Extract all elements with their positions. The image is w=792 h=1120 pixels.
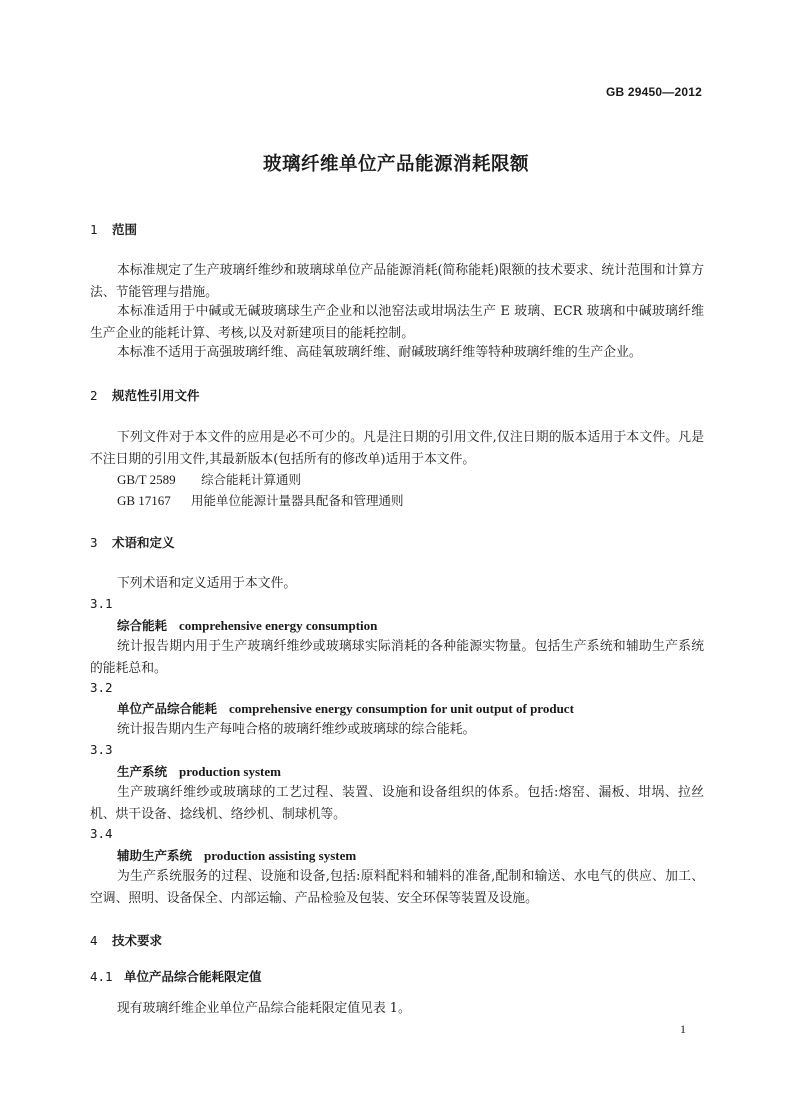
term-number: 3.2 xyxy=(90,680,113,695)
section-2-title: 规范性引用文件 xyxy=(112,388,200,403)
term-english: comprehensive energy consumption xyxy=(179,618,378,633)
reference-item xyxy=(117,491,404,509)
term-chinese: 辅助生产系统 xyxy=(117,848,193,863)
term-heading xyxy=(117,762,281,780)
reference-title: 用能单位能源计量器具配备和管理通则 xyxy=(191,493,404,508)
section-4-title: 技术要求 xyxy=(112,933,163,948)
term-english: comprehensive energy consumption for unit output of product xyxy=(229,701,574,716)
reference-code: GB/T 2589 xyxy=(117,472,176,487)
section-1-paragraph-3: 本标准不适用于高强玻璃纤维、高硅氧玻璃纤维、耐碱玻璃纤维等特种玻璃纤维的生产企业。 xyxy=(117,345,642,360)
subsection-4-1-text: 现有玻璃纤维企业单位产品综合能耗限定值见表 1。 xyxy=(117,1001,411,1016)
term-number: 3.3 xyxy=(90,742,113,757)
term-number: 3.4 xyxy=(90,826,113,841)
section-1-title: 范围 xyxy=(112,222,138,237)
section-4-number: 4 xyxy=(90,933,98,948)
term-heading xyxy=(117,616,377,634)
term-definition: 生产玻璃纤维纱或玻璃球的工艺过程、装置、设施和设备组织的体系。包括:熔窑、漏板、坩埚、拉丝机、烘干设备、捻线机、络纱机、制球机等。 xyxy=(90,785,704,822)
section-3-heading xyxy=(90,533,175,551)
term-english: production assisting system xyxy=(204,848,357,863)
subsection-4-1-title: 单位产品综合能耗限定值 xyxy=(124,969,262,984)
section-2-heading xyxy=(90,386,200,404)
section-1-heading xyxy=(90,220,137,238)
subsection-4-1-heading xyxy=(90,967,262,985)
section-3-number: 3 xyxy=(90,535,98,550)
standard-number: GB 29450—2012 xyxy=(606,85,702,99)
section-4-heading xyxy=(90,931,162,949)
reference-title: 综合能耗计算通则 xyxy=(201,472,302,487)
term-chinese: 单位产品综合能耗 xyxy=(117,701,218,716)
section-1-number: 1 xyxy=(90,222,98,237)
term-heading xyxy=(117,699,574,717)
term-definition: 统计报告期内生产每吨合格的玻璃纤维纱或玻璃球的综合能耗。 xyxy=(117,722,476,737)
section-2-intro: 下列文件对于本文件的应用是必不可少的。凡是注日期的引用文件,仅注日期的版本适用于本文件。凡是不注日期的引用文件,其最新版本(包括所有的修改单)适用于本文件。 xyxy=(90,430,704,467)
reference-code: GB 17167 xyxy=(117,493,171,508)
section-1-paragraph-2: 本标准适用于中碱或无碱玻璃球生产企业和以池窑法或坩埚法生产 E 玻璃、ECR 玻璃和中碱玻璃纤维生产企业的能耗计算、考核,以及对新建项目的能耗控制。 xyxy=(90,304,704,341)
reference-item xyxy=(117,470,301,488)
section-1-paragraph-1: 本标准规定了生产玻璃纤维纱和玻璃球单位产品能源消耗(简称能耗)限额的技术要求、统计范围和计算方法、节能管理与措施。 xyxy=(90,263,704,300)
term-chinese: 综合能耗 xyxy=(117,618,168,633)
term-definition: 为生产系统服务的过程、设施和设备,包括:原料配料和辅料的准备,配制和输送、水电气的供应、加工、空调、照明、设备保全、内部运输、产品检验及包装、安全环保等装置及设施。 xyxy=(90,869,704,906)
document-title: 玻璃纤维单位产品能源消耗限额 xyxy=(262,154,529,175)
section-2-number: 2 xyxy=(90,388,98,403)
subsection-4-1-number: 4.1 xyxy=(90,969,113,984)
term-chinese: 生产系统 xyxy=(117,764,168,779)
term-english: production system xyxy=(179,764,281,779)
section-3-title: 术语和定义 xyxy=(112,535,175,550)
section-3-intro: 下列术语和定义适用于本文件。 xyxy=(117,576,297,591)
term-definition: 统计报告期内用于生产玻璃纤维纱或玻璃球实际消耗的各种能源实物量。包括生产系统和辅助生产系统的能耗总和。 xyxy=(90,639,704,676)
term-number: 3.1 xyxy=(90,596,113,611)
term-heading xyxy=(117,846,356,864)
page-number: 1 xyxy=(680,1022,686,1036)
